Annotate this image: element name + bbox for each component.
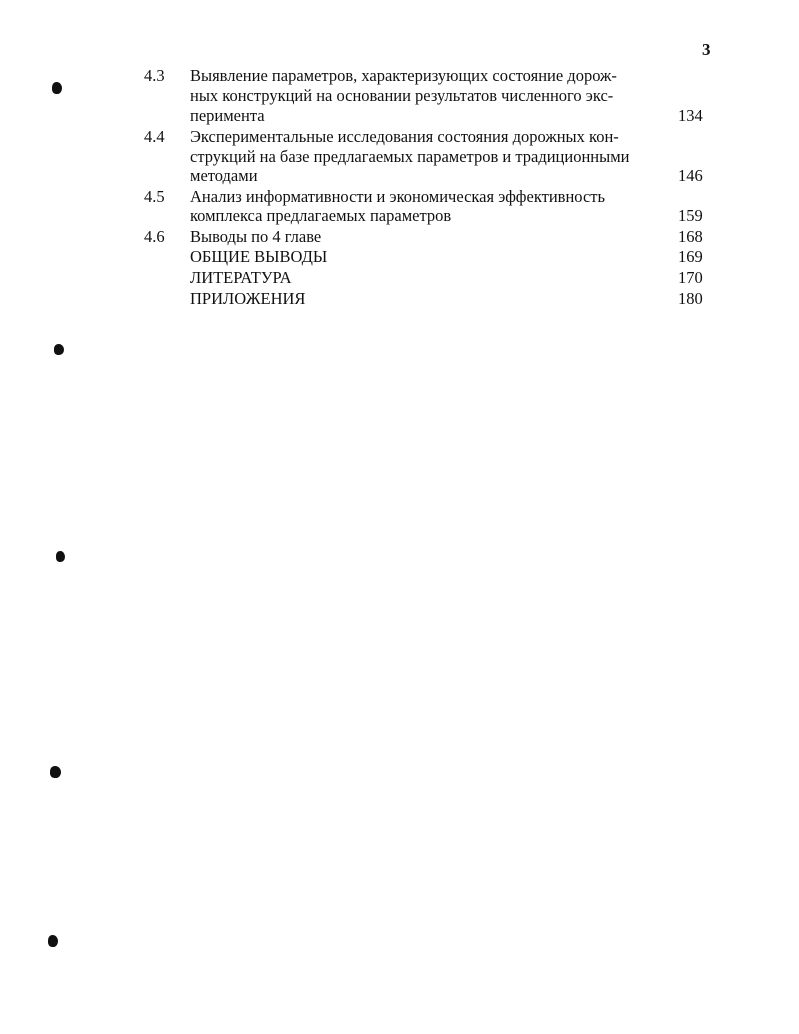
toc-entry-title-line: методами [190, 166, 258, 185]
toc-entry-page: 159 [678, 206, 703, 225]
toc-entry-title-line: Экспериментальные исследования состояния дорожных кон- [190, 127, 619, 146]
toc-entry-title-line: Выводы по 4 главе [190, 227, 322, 246]
toc-entry-number: 4.5 [144, 187, 165, 206]
toc-entry-title-line: ных конструкций на основании результатов численного экс- [190, 86, 614, 105]
toc-entry-page: 169 [678, 247, 703, 266]
toc-entry-title-line: ЛИТЕРАТУРА [190, 268, 292, 287]
scan-hole-mark [56, 551, 65, 562]
toc-entry-title-line: ПРИЛОЖЕНИЯ [190, 289, 306, 308]
toc-entry-title-line: Анализ информативности и экономическая эффективность [190, 187, 605, 206]
toc-entry-number: 4.6 [144, 227, 165, 246]
toc-entry-page: 134 [678, 106, 703, 125]
toc-entry-number: 4.4 [144, 127, 165, 146]
toc-entry-title-line: комплекса предлагаемых параметров [190, 206, 452, 225]
scan-hole-mark [54, 344, 64, 355]
scan-hole-mark [52, 82, 62, 94]
toc-entry-page: 180 [678, 289, 703, 308]
scan-hole-mark [50, 766, 61, 778]
toc-entry-page: 170 [678, 268, 703, 287]
toc-entry-title-line: ОБЩИЕ ВЫВОДЫ [190, 247, 328, 266]
scan-hole-mark [48, 935, 58, 947]
toc-entry-title-line: перимента [190, 106, 265, 125]
toc-entry-title-line: Выявление параметров, характеризующих состояние дорож- [190, 66, 617, 85]
toc-entry-page: 146 [678, 166, 703, 185]
toc-entry-page: 168 [678, 227, 703, 246]
page-number: 3 [702, 40, 711, 59]
toc-entry-title-line: струкций на базе предлагаемых параметров и традиционными [190, 147, 630, 166]
toc-entry-number: 4.3 [144, 66, 165, 85]
